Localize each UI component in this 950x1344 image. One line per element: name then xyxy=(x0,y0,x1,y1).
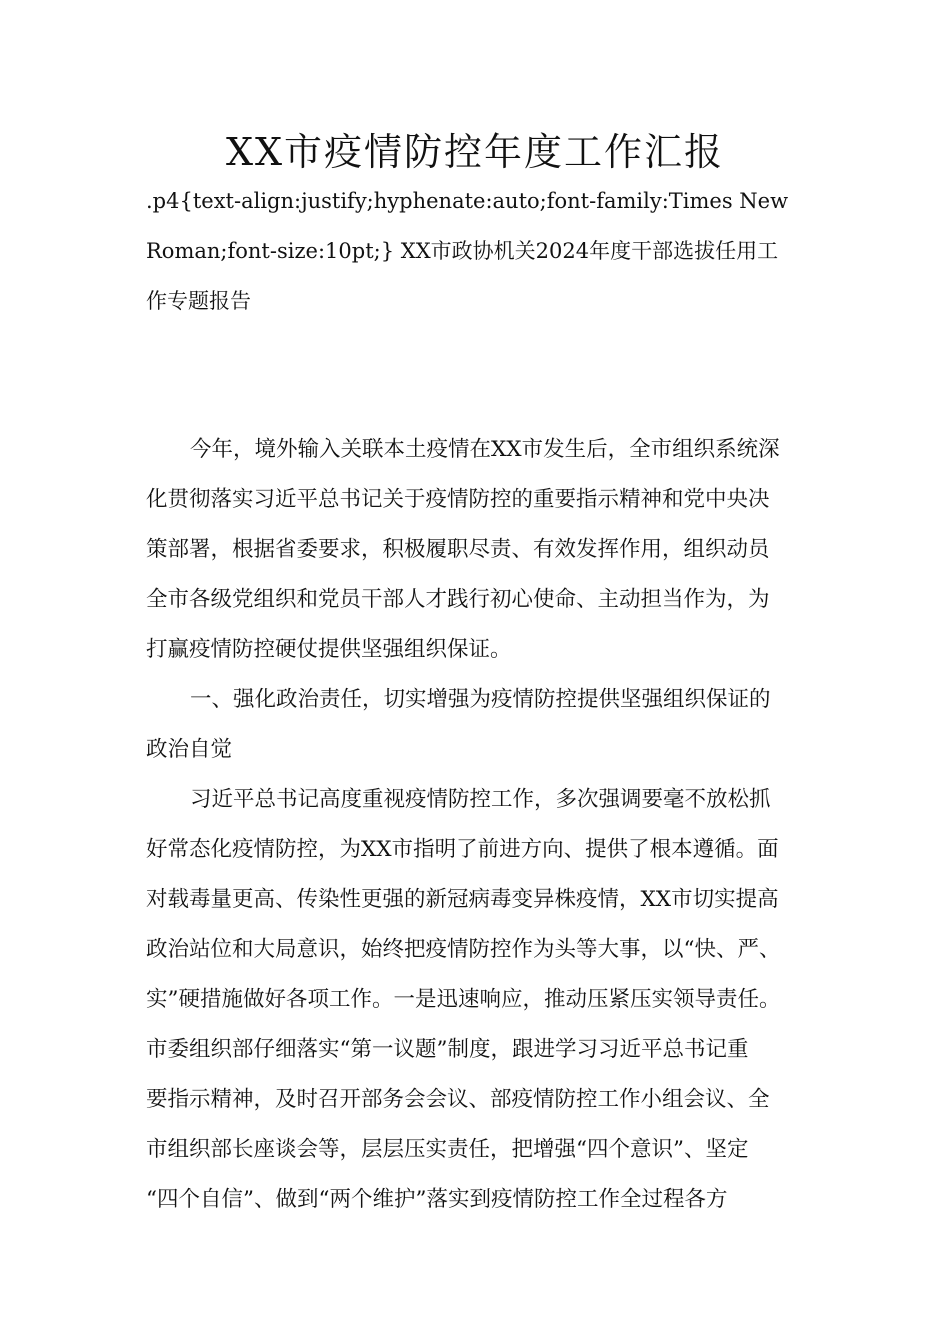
paragraph-line: 要指示精神，及时召开部务会会议、部疫情防控工作小组会议、全 xyxy=(146,1087,770,1112)
meta-line: .p4{text-align:justify;hyphenate:auto;font-family:Times New xyxy=(146,189,789,213)
paragraph-line: 今年，境外输入关联本土疫情在XX市发生后，全市组织系统深 xyxy=(190,437,780,462)
paragraph-line: 实”硬措施做好各项工作。一是迅速响应，推动压紧压实领导责任。 xyxy=(146,987,781,1012)
paragraph-line: 习近平总书记高度重视疫情防控工作，多次强调要毫不放松抓 xyxy=(190,787,771,812)
paragraph-line: 全市各级党组织和党员干部人才践行初心使命、主动担当作为，为 xyxy=(146,587,770,612)
paragraph-line: 打赢疫情防控硬仗提供坚强组织保证。 xyxy=(146,637,512,662)
meta-line: Roman;font-size:10pt;} XX市政协机关2024年度干部选拔任用工 xyxy=(146,239,779,263)
paragraph-line: “四个自信”、做到“两个维护”落实到疫情防控工作全过程各方 xyxy=(146,1187,728,1212)
paragraph-line: 市组织部长座谈会等，层层压实责任，把增强“四个意识”、坚定 xyxy=(146,1137,749,1162)
meta-line: 作专题报告 xyxy=(146,289,251,313)
section-heading-line: 一、强化政治责任，切实增强为疫情防控提供坚强组织保证的 xyxy=(190,687,771,712)
paragraph-line: 好常态化疫情防控，为XX市指明了前进方向、提供了根本遵循。面 xyxy=(146,837,779,862)
paragraph-line: 对载毒量更高、传染性更强的新冠病毒变异株疫情，XX市切实提高 xyxy=(146,887,779,912)
paragraph-line: 化贯彻落实习近平总书记关于疫情防控的重要指示精神和党中央决 xyxy=(146,487,770,512)
document-title: XX市疫情防控年度工作汇报 xyxy=(225,130,725,174)
paragraph-line: 策部署，根据省委要求，积极履职尽责、有效发挥作用，组织动员 xyxy=(146,537,770,562)
section-heading-line: 政治自觉 xyxy=(146,737,233,762)
paragraph-line: 市委组织部仔细落实“第一议题”制度，跟进学习习近平总书记重 xyxy=(146,1037,749,1062)
paragraph-line: 政治站位和大局意识，始终把疫情防控作为头等大事，以“快、严、 xyxy=(146,937,781,962)
